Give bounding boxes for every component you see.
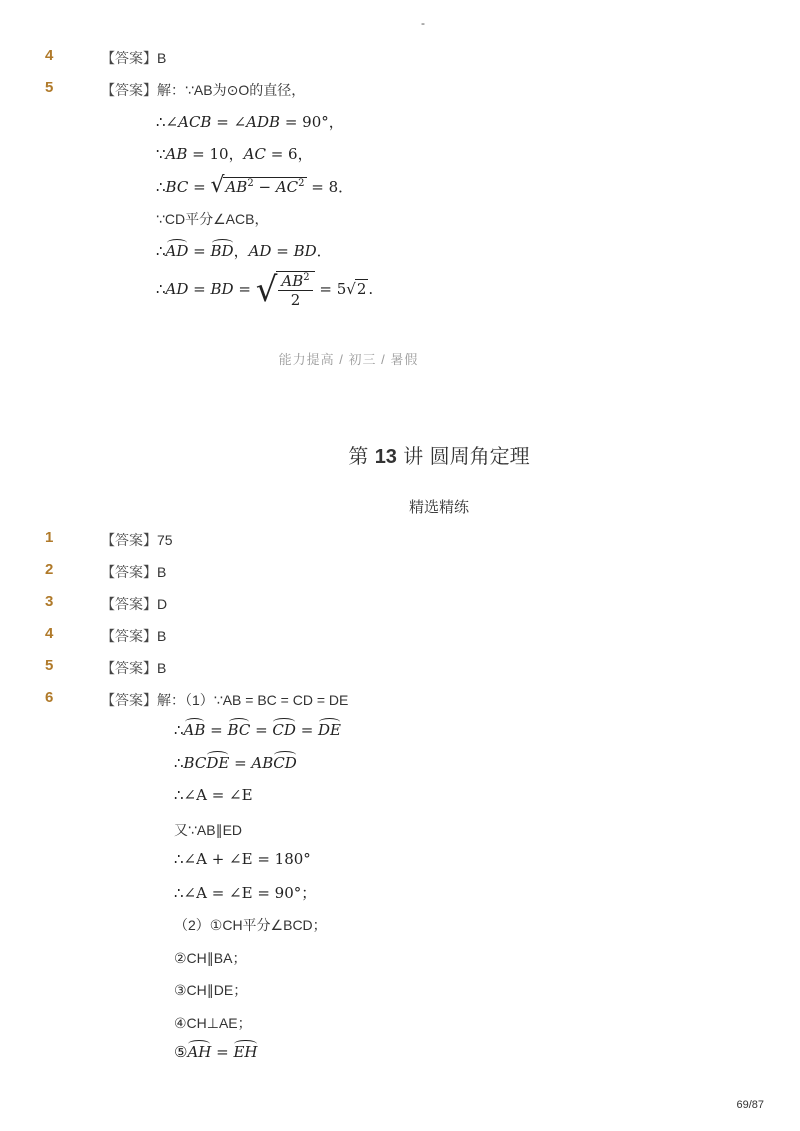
answer-number: 3 [45, 593, 54, 610]
solution-line: ∴BCDE = ABCD [174, 754, 297, 772]
solution-line: ②CH∥BA； [174, 950, 247, 966]
solution-line: ∴∠A + ∠E = 180° [174, 850, 311, 868]
solution-line: ∴∠A = ∠E [174, 786, 253, 804]
answer-text: B [157, 564, 167, 580]
solution-line: （2）①CH平分∠BCD； [174, 917, 327, 933]
header-dash: - [421, 16, 425, 30]
answer-label: 【答案】 [101, 532, 157, 548]
solution-line: ∴∠A = ∠E = 90°； [174, 884, 317, 902]
solution-line: ∴AD = BD，AD = BD． [156, 242, 332, 260]
answer-line [101, 80, 305, 100]
solution-line: ∴AB = BC = CD = DE [174, 721, 342, 739]
answer-text: 解：（1）∵AB = BC = CD = DE [157, 692, 349, 708]
solution-line: 又∵AB∥ED [174, 822, 243, 838]
solution-line: ⑤AH = EH [174, 1043, 258, 1061]
answer-label: 【答案】 [101, 564, 157, 580]
lesson-prefix: 第 [348, 444, 369, 468]
solution-line: ∵AB = 10，AC = 6， [156, 145, 313, 163]
answer-label: 【答案】 [101, 596, 157, 612]
lesson-title [0, 440, 800, 469]
answer-text: B [157, 50, 167, 66]
answer-number: 6 [45, 689, 54, 706]
section-title: 精选精练 [408, 498, 469, 516]
answer-number: 4 [45, 47, 54, 64]
answer-line [101, 658, 166, 678]
answer-text: D [157, 596, 168, 612]
answer-line [101, 530, 173, 550]
answer-label: 【答案】 [101, 660, 157, 676]
answer-line [101, 690, 348, 710]
answer-number: 4 [45, 625, 54, 642]
answer-line [101, 594, 167, 614]
answer-line [101, 626, 166, 646]
answer-label: 【答案】 [101, 628, 157, 644]
answer-label: 【答案】 [101, 50, 157, 66]
answer-number: 1 [45, 529, 54, 546]
solution-line: ∵CD平分∠ACB， [156, 211, 269, 227]
solution-line: ∴∠ACB = ∠ADB = 90°， [156, 113, 344, 131]
footer-tag: 能力提高 / 初三 / 暑假 [278, 352, 419, 367]
lesson-name: 讲 圆周角定理 [403, 444, 530, 468]
answer-label: 【答案】 [101, 692, 157, 708]
solution-line: ③CH∥DE； [174, 982, 248, 998]
answer-line [101, 562, 166, 582]
answer-text: 解：∵AB为⊙O的直径， [157, 82, 306, 98]
answer-text: B [157, 660, 167, 676]
lesson-number: 13 [374, 446, 397, 468]
answer-number: 5 [45, 79, 54, 96]
answer-line [101, 48, 166, 68]
answer-number: 5 [45, 657, 54, 674]
page-number: 69/87 [736, 1099, 764, 1111]
answer-number: 2 [45, 561, 54, 578]
solution-line: ∴BC = $√AB^2 - AC^2 = 8$． [156, 173, 354, 198]
answer-text: 75 [157, 532, 173, 548]
solution-line: ④CH⊥AE； [174, 1015, 252, 1031]
solution-line: ∴AD = BD = √ $\frac{AB^2}{2}$ = 5√2 . [156, 270, 374, 310]
answer-text: B [157, 628, 167, 644]
answer-label: 【答案】 [101, 82, 157, 98]
